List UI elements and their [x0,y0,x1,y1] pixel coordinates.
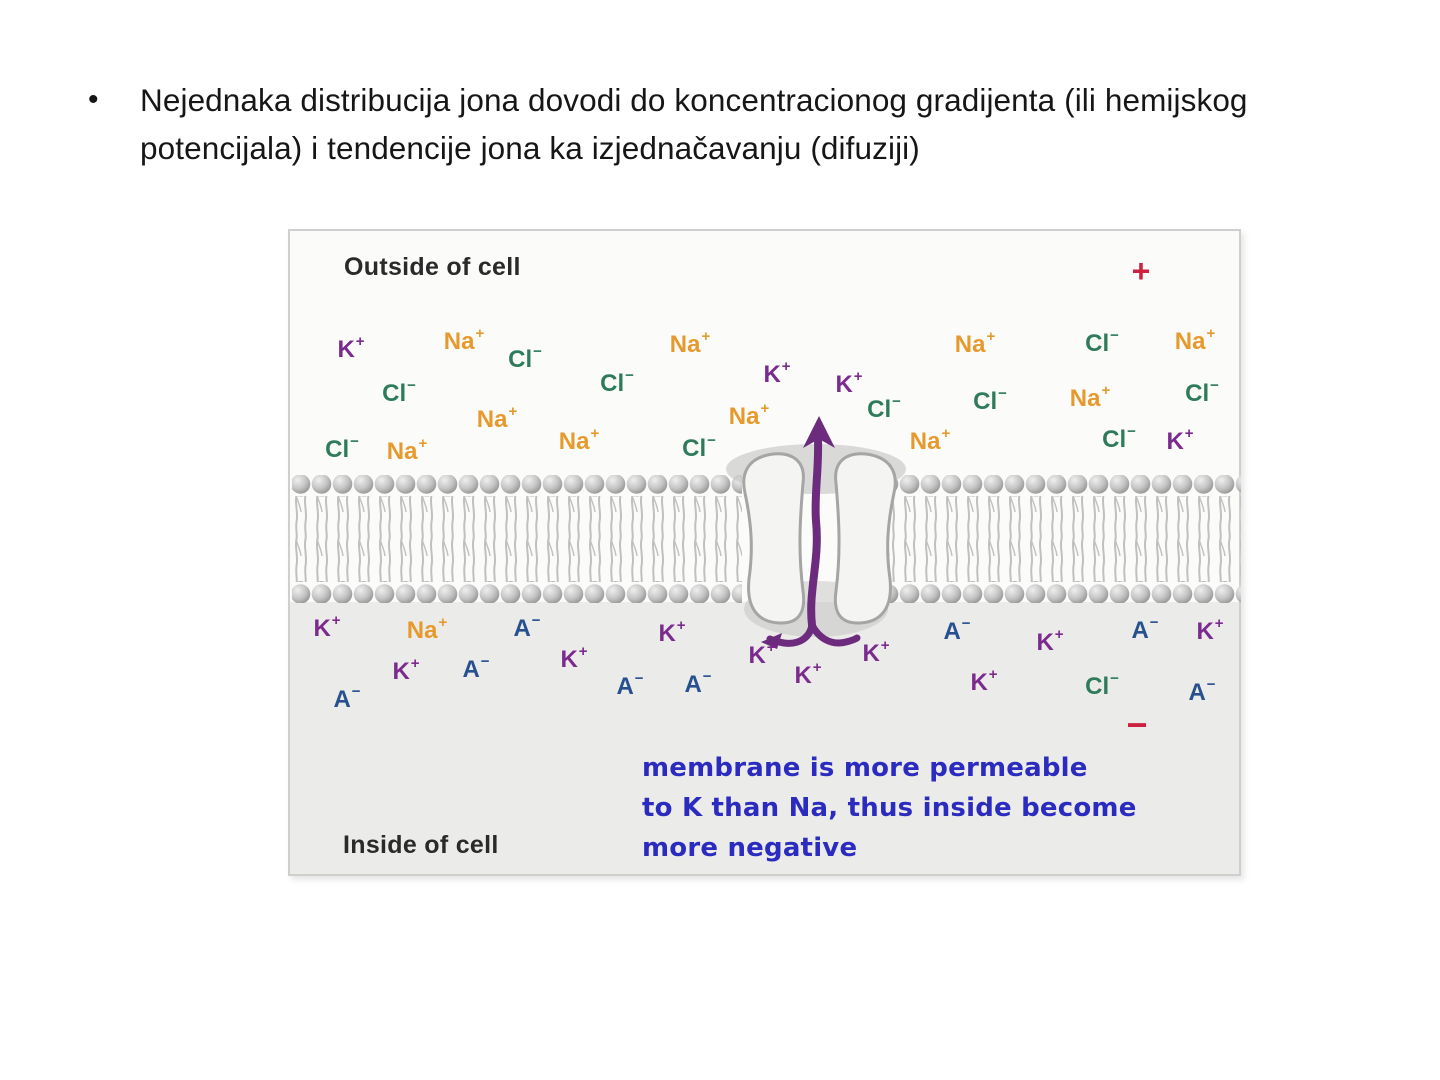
bullet-row [88,76,1278,172]
ion-cl: Cl− [600,367,634,397]
ion-cl: Cl− [867,393,901,423]
ion-cl: Cl− [1085,670,1119,700]
ion-cl: Cl− [1185,377,1219,407]
lipid-bilayer-right [886,475,1241,603]
extracellular-plus-sign: + [1131,253,1151,289]
ion-cl: Cl− [1085,327,1119,357]
ion-a: A− [333,683,361,713]
ion-channel-protein-right-lobe [835,454,895,623]
ion-k: K+ [794,659,822,689]
ion-na: Na+ [1174,325,1216,355]
ion-cl: Cl− [382,377,416,407]
ion-a: A− [943,615,971,645]
outside-of-cell-label: Outside of cell [344,253,521,281]
ion-na: Na+ [476,403,518,433]
ion-na: Na+ [728,400,770,430]
ion-k: K+ [392,655,420,685]
ion-na: Na+ [909,425,951,455]
ion-na: Na+ [1069,382,1111,412]
annotation-text [642,748,1137,868]
ion-na: Na+ [558,425,600,455]
ion-k: K+ [1036,626,1064,656]
bullet-marker: • [88,83,99,116]
ion-k: K+ [835,368,863,398]
lipid-bilayer-left [292,475,742,603]
intracellular-minus-sign: − [1126,704,1148,745]
annotation-line: more negative [642,833,858,863]
ion-cl: Cl− [1102,423,1136,453]
ion-k: K+ [658,617,686,647]
ion-k: K+ [560,643,588,673]
ion-k: K+ [763,358,791,388]
ion-k: K+ [337,333,365,363]
ion-a: A− [1131,614,1159,644]
ion-a: A− [513,612,541,642]
annotation-line: to K than Na, thus inside become [642,793,1137,823]
ion-a: A− [616,670,644,700]
ion-na: Na+ [443,325,485,355]
inside-of-cell-label: Inside of cell [343,831,499,859]
ion-k: K+ [970,666,998,696]
ion-channel-protein-left-lobe [744,454,804,623]
ion-na: Na+ [954,328,996,358]
ion-a: A− [684,668,712,698]
annotation-line: membrane is more permeable [642,753,1088,783]
bullet-text: Nejednaka distribucija jona dovodi do koncentracionog gradijenta (ili hemijskog potencijala) i tendencije jona ka izjednačavanju (difuziji) [140,82,1248,166]
membrane-diagram [288,229,1241,876]
ion-cl: Cl− [973,385,1007,415]
ion-cl: Cl− [508,343,542,373]
ion-na: Na+ [406,614,448,644]
ion-k: K+ [313,612,341,642]
ion-cl: Cl− [325,433,359,463]
ion-k: K+ [748,639,776,669]
ion-k: K+ [1166,425,1194,455]
ion-cl: Cl− [682,432,716,462]
ion-k: K+ [862,637,890,667]
ion-na: Na+ [386,435,428,465]
ion-a: A− [462,653,490,683]
ion-k: K+ [1196,615,1224,645]
ion-a: A− [1188,676,1216,706]
ion-na: Na+ [669,328,711,358]
